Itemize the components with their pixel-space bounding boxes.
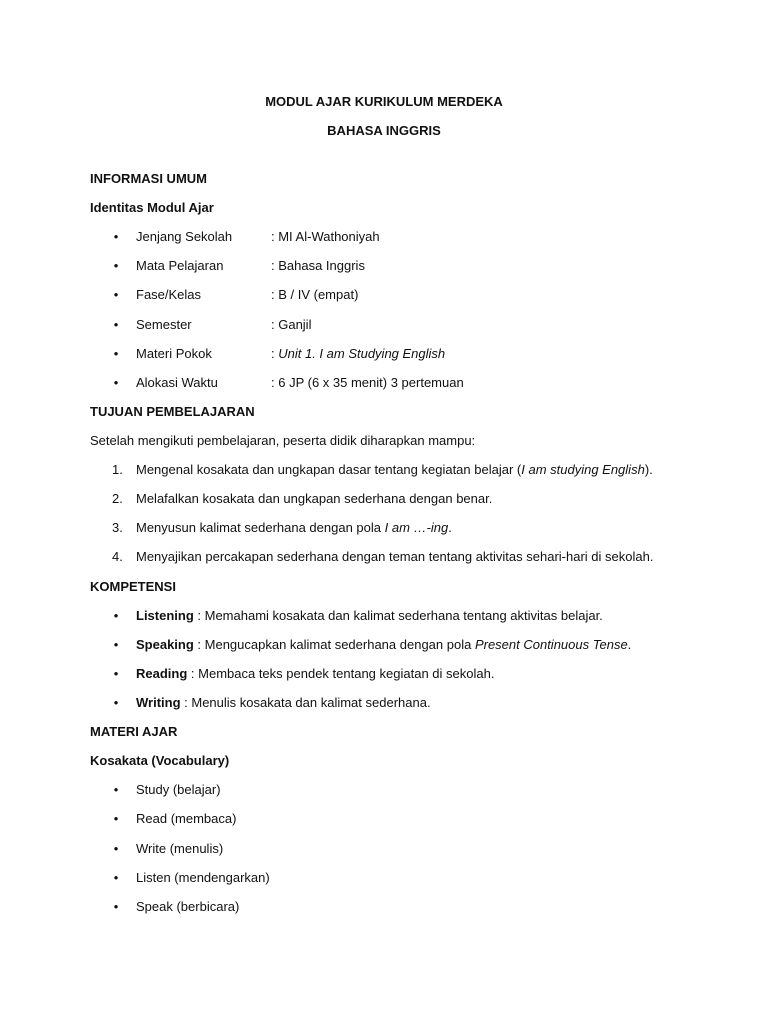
kompetensi-desc: : Membaca teks pendek tentang kegiatan di sekolah.: [187, 666, 495, 681]
kompetensi-desc-italic: Present Continuous Tense: [474, 637, 628, 652]
subheading-kosakata: Kosakata (Vocabulary): [90, 753, 230, 768]
identitas-value: : B / IV (empat): [271, 287, 359, 302]
bullet-icon: •: [113, 608, 119, 623]
bullet-icon: •: [113, 229, 119, 244]
tujuan-text-italic: I am …-ing: [384, 520, 449, 535]
bullet-icon: •: [113, 782, 119, 797]
kompetensi-desc: : Mengucapkan kalimat sederhana dengan pola: [193, 637, 475, 652]
identitas-label: Materi Pokok: [136, 346, 212, 361]
kompetensi-desc: : Menulis kosakata dan kalimat sederhana.: [180, 695, 431, 710]
list-number: 4.: [112, 549, 123, 564]
bullet-icon: •: [113, 899, 119, 914]
bullet-icon: •: [113, 346, 119, 361]
kompetensi-term: Reading: [136, 666, 188, 681]
kompetensi-text: [136, 608, 603, 624]
tujuan-intro: Setelah mengikuti pembelajaran, peserta didik diharapkan mampu:: [90, 433, 476, 448]
kosakata-item: Write (menulis): [136, 841, 224, 856]
identitas-value: [271, 346, 445, 362]
tujuan-text-after: ).: [644, 462, 653, 477]
bullet-icon: •: [113, 375, 119, 390]
kosakata-item: Listen (mendengarkan): [136, 870, 270, 885]
bullet-icon: •: [113, 637, 119, 652]
bullet-icon: •: [113, 695, 119, 710]
section-heading-tujuan: TUJUAN PEMBELAJARAN: [90, 404, 255, 419]
section-heading-kompetensi: KOMPETENSI: [90, 579, 176, 594]
bullet-icon: •: [113, 841, 119, 856]
list-number: 2.: [112, 491, 123, 506]
tujuan-text: [136, 520, 452, 536]
bullet-icon: •: [113, 870, 119, 885]
kompetensi-text: [136, 695, 431, 711]
tujuan-text-plain: Menyusun kalimat sederhana dengan pola: [136, 520, 385, 535]
bullet-icon: •: [113, 287, 119, 302]
bullet-icon: •: [113, 258, 119, 273]
tujuan-text-plain: Menyajikan percakapan sederhana dengan teman tentang aktivitas sehari-hari di sekolah.: [136, 549, 654, 564]
bullet-icon: •: [113, 811, 119, 826]
kompetensi-text: [136, 666, 494, 682]
document-title: MODUL AJAR KURIKULUM MERDEKA: [265, 94, 503, 109]
kosakata-item: Speak (berbicara): [136, 899, 240, 914]
section-heading-informasi-umum: INFORMASI UMUM: [90, 171, 207, 186]
identitas-value-prefix: :: [271, 346, 279, 361]
bullet-icon: •: [113, 317, 119, 332]
kompetensi-term: Speaking: [136, 637, 194, 652]
kosakata-item: Study (belajar): [136, 782, 221, 797]
tujuan-text: [136, 491, 492, 507]
identitas-value: : Bahasa Inggris: [271, 258, 365, 273]
tujuan-text: [136, 462, 653, 478]
kompetensi-text: [136, 637, 631, 653]
identitas-value: : Ganjil: [271, 317, 312, 332]
section-heading-materi: MATERI AJAR: [90, 724, 178, 739]
kompetensi-desc-after: .: [627, 637, 632, 652]
kompetensi-term: Listening: [136, 608, 194, 623]
tujuan-text-italic: I am studying English: [521, 462, 645, 477]
list-number: 1.: [112, 462, 123, 477]
identitas-label: Fase/Kelas: [136, 287, 202, 302]
kompetensi-term: Writing: [136, 695, 181, 710]
identitas-label: Semester: [136, 317, 192, 332]
tujuan-text: [136, 549, 653, 565]
identitas-value: : 6 JP (6 x 35 menit) 3 pertemuan: [271, 375, 464, 390]
identitas-label: Jenjang Sekolah: [136, 229, 233, 244]
tujuan-text-plain: Melafalkan kosakata dan ungkapan sederhana dengan benar.: [136, 491, 493, 506]
document-subtitle: BAHASA INGGRIS: [327, 123, 441, 138]
list-number: 3.: [112, 520, 123, 535]
identitas-label: Mata Pelajaran: [136, 258, 224, 273]
kompetensi-desc: : Memahami kosakata dan kalimat sederhana tentang aktivitas belajar.: [193, 608, 603, 623]
identitas-value: : MI Al-Wathoniyah: [271, 229, 380, 244]
bullet-icon: •: [113, 666, 119, 681]
tujuan-text-plain: Mengenal kosakata dan ungkapan dasar tentang kegiatan belajar (: [136, 462, 522, 477]
identitas-label: Alokasi Waktu: [136, 375, 218, 390]
subheading-identitas-modul: Identitas Modul Ajar: [90, 200, 214, 215]
kosakata-item: Read (membaca): [136, 811, 237, 826]
tujuan-text-after: .: [448, 520, 452, 535]
identitas-value-italic: Unit 1. I am Studying English: [278, 346, 446, 361]
